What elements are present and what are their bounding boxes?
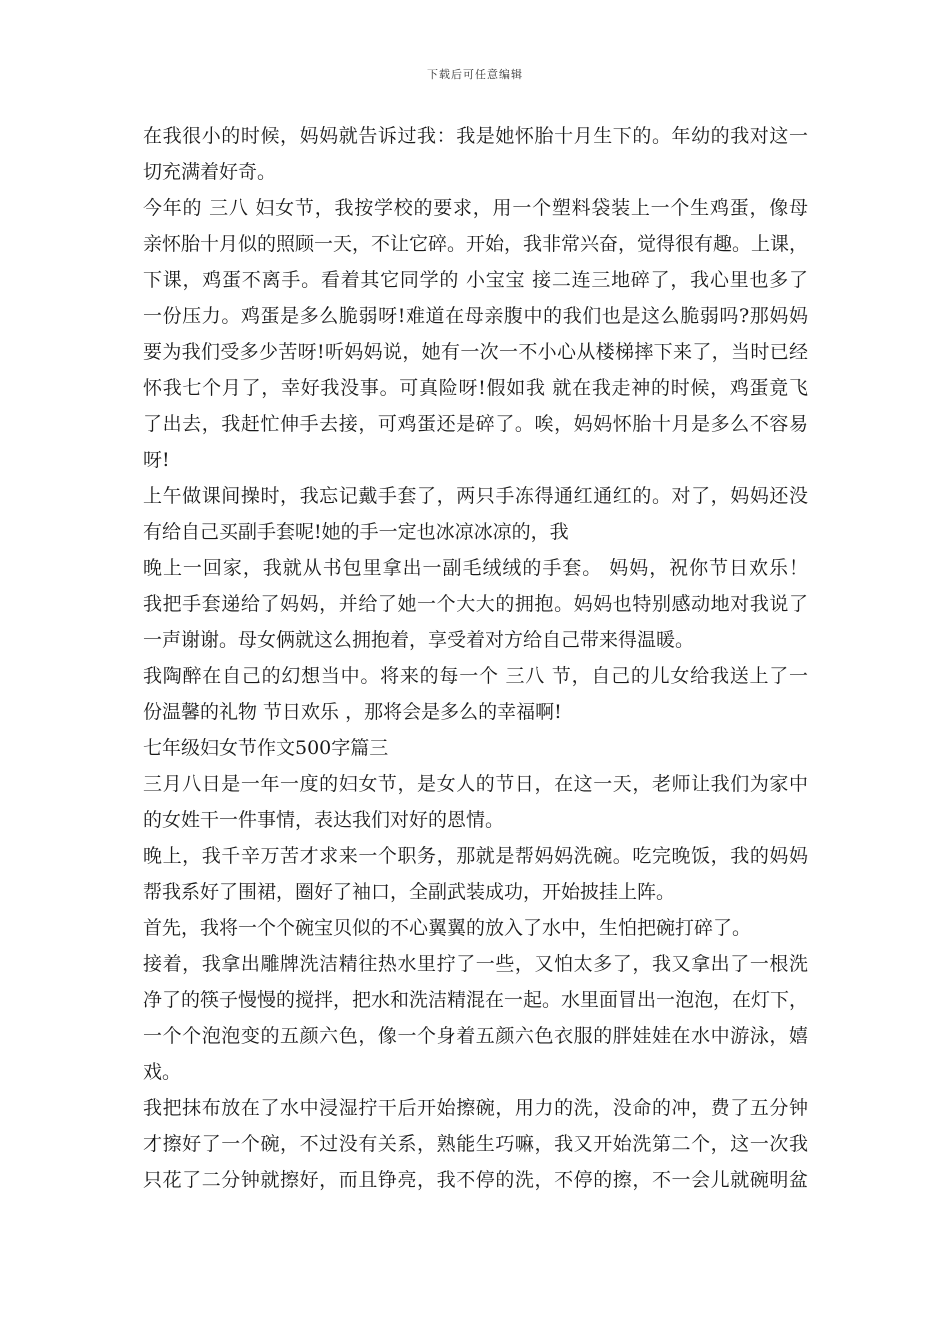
page-header: 下载后可任意编辑 bbox=[427, 68, 523, 81]
text-line: 一份压力。鸡蛋是多么脆弱呀!难道在母亲腹中的我们也是这么脆弱吗?那妈妈 bbox=[143, 305, 808, 327]
text-line: 要为我们受多少苦呀!听妈妈说，她有一次一不小心从楼梯摔下来了，当时已经 bbox=[143, 341, 808, 363]
text-line: 净了的筷子慢慢的搅拌，把水和洗洁精混在一起。水里面冒出一泡泡，在灯下， bbox=[143, 989, 809, 1011]
text-line: 戏。 bbox=[143, 1061, 182, 1083]
text-line: 我陶醉在自己的幻想当中。将来的每一个 三八 节，自己的儿女给我送上了一 bbox=[143, 665, 808, 687]
text-line: 首先，我将一个个碗宝贝似的不心翼翼的放入了水中，生怕把碗打碎了。 bbox=[143, 917, 752, 939]
text-line: 接着，我拿出雕牌洗洁精往热水里拧了一些，又怕太多了，我又拿出了一根洗 bbox=[143, 953, 808, 975]
text-line: 的女姓干一件事情，表达我们对好的恩情。 bbox=[143, 809, 505, 831]
text-line: 在我很小的时候，妈妈就告诉过我：我是她怀胎十月生下的。年幼的我对这一 bbox=[143, 125, 808, 147]
text-line: 晚上一回家，我就从书包里拿出一副毛绒绒的手套。 妈妈，祝你节日欢乐！ bbox=[143, 557, 808, 579]
text-line: 一声谢谢。母女俩就这么拥抱着，享受着对方给自己带来得温暖。 bbox=[143, 629, 695, 651]
text-line: 三月八日是一年一度的妇女节，是女人的节日，在这一天，老师让我们为家中 bbox=[143, 773, 808, 795]
text-line: 切充满着好奇。 bbox=[143, 161, 277, 183]
text-line: 下课，鸡蛋不离手。看着其它同学的 小宝宝 接二连三地碎了，我心里也多了 bbox=[143, 269, 808, 291]
text-line: 只花了二分钟就擦好，而且铮亮，我不停的洗，不停的擦，不一会儿就碗明盆 bbox=[143, 1169, 808, 1191]
text-line: 七年级妇女节作文500字篇三 bbox=[143, 737, 389, 759]
text-line: 了出去，我赶忙伸手去接，可鸡蛋还是碎了。唉，妈妈怀胎十月是多么不容易 bbox=[143, 413, 808, 435]
text-line: 我把手套递给了妈妈，并给了她一个大大的拥抱。妈妈也特别感动地对我说了 bbox=[143, 593, 808, 615]
text-line: 晚上，我千辛万苦才求来一个职务，那就是帮妈妈洗碗。吃完晚饭，我的妈妈 bbox=[143, 845, 808, 867]
text-line: 才擦好了一个碗，不过没有关系，熟能生巧嘛，我又开始洗第二个，这一次我 bbox=[143, 1133, 808, 1155]
text-line: 我把抹布放在了水中浸湿拧干后开始擦碗，用力的洗，没命的冲，费了五分钟 bbox=[143, 1097, 808, 1119]
text-line: 一个个泡泡变的五颜六色，像一个身着五颜六色衣服的胖娃娃在水中游泳，嬉 bbox=[143, 1025, 808, 1047]
text-line: 今年的 三八 妇女节，我按学校的要求，用一个塑料袋装上一个生鸡蛋，像母 bbox=[143, 197, 808, 219]
text-line: 份温馨的礼物 节日欢乐 ，那将会是多么的幸福啊! bbox=[143, 701, 562, 723]
text-line: 呀! bbox=[143, 449, 170, 471]
text-line: 帮我系好了围裙，圈好了袖口，全副武装成功，开始披挂上阵。 bbox=[143, 881, 676, 903]
text-line: 怀我七个月了，幸好我没事。可真险呀!假如我 就在我走神的时候，鸡蛋竟飞 bbox=[143, 377, 808, 399]
text-line: 有给自己买副手套呢!她的手一定也冰凉冰凉的，我 bbox=[143, 521, 569, 543]
text-line: 亲怀胎十月似的照顾一天，不让它碎。开始，我非常兴奋，觉得很有趣。上课， bbox=[143, 233, 809, 255]
document-body bbox=[143, 118, 808, 1198]
text-line: 上午做课间操时，我忘记戴手套了，两只手冻得通红通红的。对了，妈妈还没 bbox=[143, 485, 808, 507]
